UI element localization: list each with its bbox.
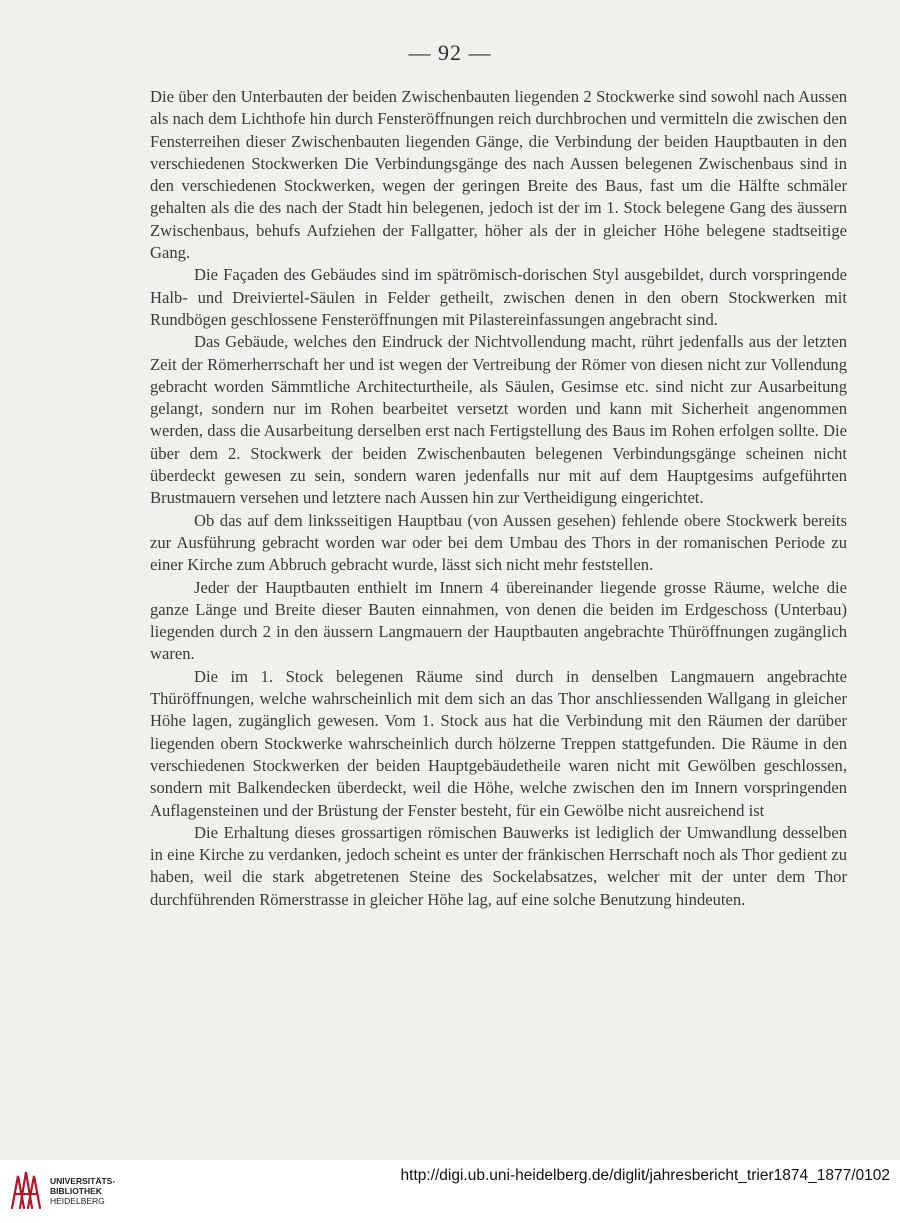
paragraph-3: Das Gebäude, welches den Eindruck der Nichtvollendung macht, rührt jedenfalls aus der letzten Zeit der Römerherrschaft her und ist wegen der Vertreibung der Römer von diesen nicht zur Vollendung gebracht worden Sämmtliche Architecturtheile, als Säulen, Gesimse etc. sind nicht zur Ausarbeitung gelangt, sondern nur im Rohen bearbeitet versetzt worden und kann mit Sicherheit angenommen werden, dass die Ausarbeitung derselben erst nach Fertigstellung des Baus im Rohen erfolgen sollte. Die über dem 2. Stockwerk der beiden Zwischenbauten belegenen Verbindungsgänge scheinen nicht überdeckt gewesen zu sein, sondern waren jedenfalls nur mit auf dem Hauptgesims aufgeführten Brustmauern versehen und letztere nach Aussen hin zur Vertheidigung eingerichtet.	[150, 332, 847, 508]
body-text	[150, 86, 847, 911]
library-logo[interactable]	[8, 1166, 128, 1216]
paragraph-4: Ob das auf dem linksseitigen Hauptbau (von Aussen gesehen) fehlende obere Stockwerk bereits zur Ausführung gebracht worden war oder bei dem Umbau des Thors in der romanischen Periode zu einer Kirche zum Abbruch gebracht wurde, lässt sich nicht mehr feststellen.	[150, 510, 847, 575]
page-number: — 92 —	[408, 40, 492, 65]
permalink-url[interactable]: http://digi.ub.uni-heidelberg.de/diglit/jahresbericht_trier1874_1877/0102	[400, 1167, 890, 1184]
paragraph-6: Die im 1. Stock belegenen Räume sind durch in denselben Langmauern angebrachte Thüröffnungen, welche wahrscheinlich mit dem sich an das Thor anschliessenden Wallgang in gleicher Höhe lagen, zugänglich gewesen. Vom 1. Stock aus hat die Verbindung mit den Räumen der darüber liegenden obern Stockwerke wahrscheinlich durch hölzerne Treppen stattgefunden. Die Räume in den verschiedenen Stockwerken der beiden Hauptgebäudetheile waren nicht mit Gewölben geschlossen, sondern mit Balkendecken überdeckt, weil die Höhe, welche zwischen den im Innern vorspringenden Auflagensteinen und der Brüstung der Fenster besteht, für ein Gewölbe nicht ausreichend ist	[150, 666, 847, 820]
library-name-line3: HEIDELBERG	[50, 1196, 105, 1206]
library-name	[50, 1176, 115, 1206]
paragraph-5: Jeder der Hauptbauten enthielt im Innern 4 übereinander liegende grosse Räume, welche die ganze Länge und Breite dieser Bauten einnahmen, von denen die beiden im Erdgeschoss (Unterbau) liegenden durch 2 in den äussern Langmauern der Hauptbauten angebrachte Thüröffnungen zugänglich waren.	[150, 577, 847, 664]
paragraph-1: Die über den Unterbauten der beiden Zwischenbauten liegenden 2 Stockwerke sind sowohl nach Aussen als nach dem Lichthofe hin durch Fensteröffnungen reich durchbrochen und vermitteln die zwischen den Fensterreihen dieser Zwischenbauten liegenden Gänge, die Verbindung der beiden Hauptbauten in den verschiedenen Stockwerken Die Verbindungsgänge des nach Aussen belegenen Zwischenbaus sind in den verschiedenen Stockwerken, wegen der geringen Breite des Baus, fast um die Hälfte schmäler gehalten als die des nach der Stadt hin belegenen, jedoch ist der im 1. Stock belegene Gang des äussern Zwischenbaus, behufs Aufziehen der Fallgatter, höher als der in gleicher Höhe belegene stadtseitige Gang.	[150, 87, 847, 263]
heidelberg-seal-icon	[8, 1168, 44, 1212]
paragraph-7: Die Erhaltung dieses grossartigen römischen Bauwerks ist lediglich der Umwandlung desselben in eine Kirche zu verdanken, jedoch scheint es unter der fränkischen Herrschaft noch als Thor gedient zu haben, weil die stark abgetretenen Steine des Sockelabsatzes, welcher mit der unter dem Thor durchführenden Römerstrasse in gleicher Höhe lag, auf eine solche Benutzung hindeuten.	[150, 822, 847, 909]
library-name-line1: UNIVERSITÄTS-	[50, 1176, 116, 1186]
paragraph-2: Die Façaden des Gebäudes sind im spätrömisch-dorischen Styl ausgebildet, durch vorspringende Halb- und Dreiviertel-Säulen in Felder getheilt, zwischen denen in den obern Stockwerken mit Rundbögen geschlossene Fensteröffnungen mit Pilastereinfassungen angebracht sind.	[150, 265, 847, 329]
library-name-line2: BIBLIOTHEK	[50, 1186, 102, 1196]
footer-bar	[0, 1160, 900, 1223]
